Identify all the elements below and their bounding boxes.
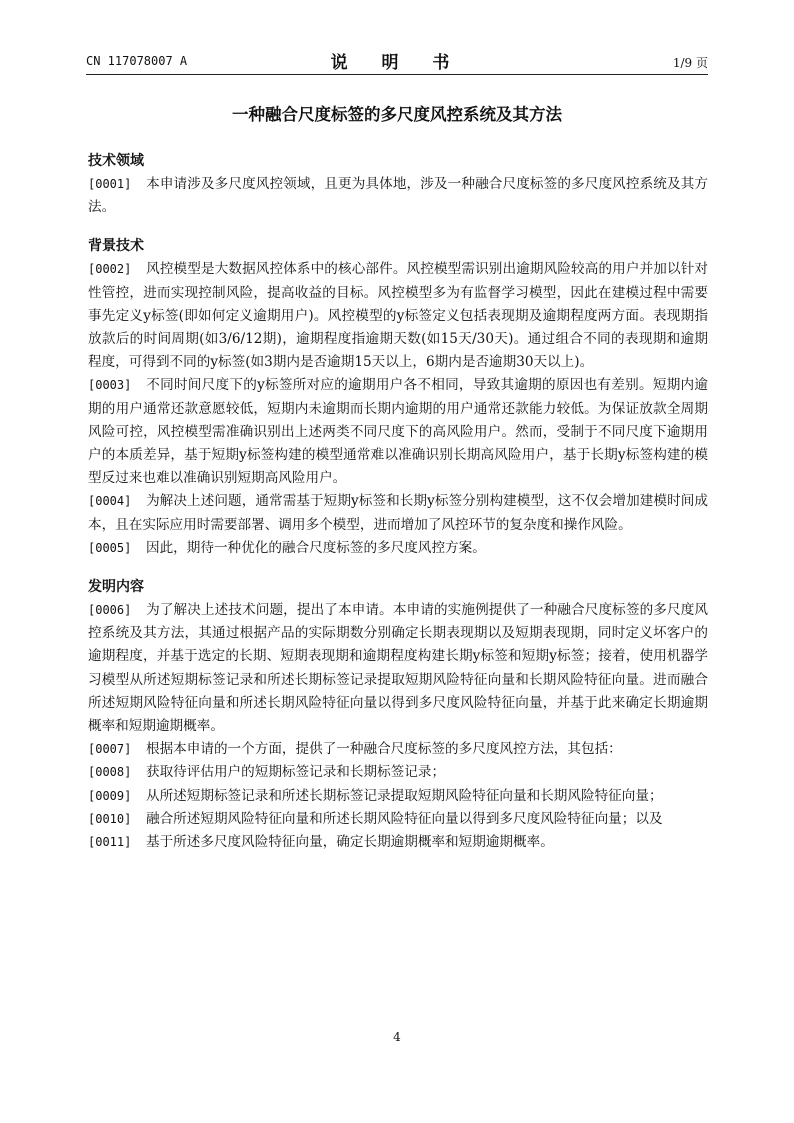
section [88,150,708,219]
paragraph [88,599,708,738]
paragraph [88,173,708,219]
paragraph [88,490,708,536]
paragraph-text: 不同时间尺度下的y标签所对应的逾期用户各不相同，导致其逾期的原因也有差别。短期内逾期的用户通常还款意愿较低，短期内未逾期而长期内逾期的用户通常还款能力较低。为保证放款全周期风险可控，风控模型需准确识别出上述两类不同尺度下的高风险用户。然而，受制于不同尺度下逾期用户的本质差异，基于短期y标签构建的模型通常难以准确识别长期高风险用户，基于长期y标签构建的模型反过来也难以准确识别短期高风险用户。 [88,377,708,487]
section [88,235,708,560]
paragraph-text: 为解决上述问题，通常需基于短期y标签和长期y标签分别构建模型，这不仅会增加建模时间成本，且在实际应用时需要部署、调用多个模型，进而增加了风控环节的复杂度和操作风险。 [88,493,708,533]
paragraph-number: [0005] [88,540,132,555]
paragraph-text: 风控模型是大数据风控体系中的核心部件。风控模型需识别出逾期风险较高的用户并加以针对性管控，进而实现控制风险，提高收益的目标。风控模型多为有监督学习模型，因此在建模过程中需要事先定义y标签(即如何定义逾期用户)。风控模型的y标签定义包括表现期及逾期程度两方面。表现期指放款后的时间周期(如3/6/12期)，逾期程度指逾期天数(如15天/30天)。通过组合不同的表现期和逾期程度，可得到不同的y标签(如3期内是否逾期15天以上，6期内是否逾期30天以上)。 [88,261,708,371]
page-header [86,50,708,72]
paragraph-text: 基于所述多尺度风险特征向量，确定长期逾期概率和短期逾期概率。 [146,834,554,851]
document-type: 说 明 书 [330,53,464,73]
paragraph-number: [0006] [88,603,132,618]
paragraph-number: [0001] [88,177,132,191]
paragraph-text: 因此，期待一种优化的融合尺度标签的多尺度风控方案。 [146,539,486,556]
paragraph-number: [0003] [88,378,132,393]
paragraph [88,785,708,808]
paragraph-number: [0009] [88,788,132,803]
paragraph-text: 本申请涉及多尺度风控领域，且更为具体地，涉及一种融合尺度标签的多尺度风控系统及其方法。 [88,176,708,216]
paragraph-number: [0004] [88,494,132,509]
paragraph-text: 获取待评估用户的短期标签记录和长期标签记录； [146,764,446,781]
section-heading: 发明内容 [88,579,144,596]
header-divider [86,74,708,75]
section [88,576,708,854]
publication-number: CN 117078007 A [86,54,188,68]
paragraph [88,258,708,374]
paragraph-number: [0011] [88,835,132,850]
document-body [88,150,708,870]
section-heading: 背景技术 [88,238,144,255]
paragraph [88,761,708,784]
paragraph-text: 融合所述短期风险特征向量和所述长期风险特征向量以得到多尺度风险特征向量；以及 [146,810,663,827]
paragraph [88,808,708,831]
paragraph-number: [0007] [88,742,132,757]
section-heading: 技术领域 [88,153,144,169]
page-number: 4 [393,1030,401,1044]
page-indicator: 1/9 页 [672,56,708,70]
paragraph [88,738,708,761]
paragraph-number: [0008] [88,765,132,780]
paragraph [88,831,708,854]
paragraph [88,374,708,490]
paragraph-text: 根据本申请的一个方面，提供了一种融合尺度标签的多尺度风控方法，其包括： [146,741,622,758]
paragraph [88,537,708,560]
paragraph-text: 为了解决上述技术问题，提出了本申请。本申请的实施例提供了一种融合尺度标签的多尺度风控系统及其方法，其通过根据产品的实际期数分别确定长期表现期以及短期表现期，同时定义坏客户的逾期程度，并基于选定的长期、短期表现期和逾期程度构建长期y标签和短期y标签；接着，使用机器学习模型从所述短期标签记录和所述长期标签记录提取短期风险特征向量和长期风险特征向量。进而融合所述短期风险特征向量和所述长期风险特征向量以得到多尺度风险特征向量，并基于此来确定长期逾期概率和短期逾期概率。 [88,602,708,735]
document-title: 一种融合尺度标签的多尺度风控系统及其方法 [232,105,562,124]
paragraph-number: [0002] [88,262,132,277]
paragraph-number: [0010] [88,811,132,826]
paragraph-text: 从所述短期标签记录和所述长期标签记录提取短期风险特征向量和长期风险特征向量； [146,787,663,804]
